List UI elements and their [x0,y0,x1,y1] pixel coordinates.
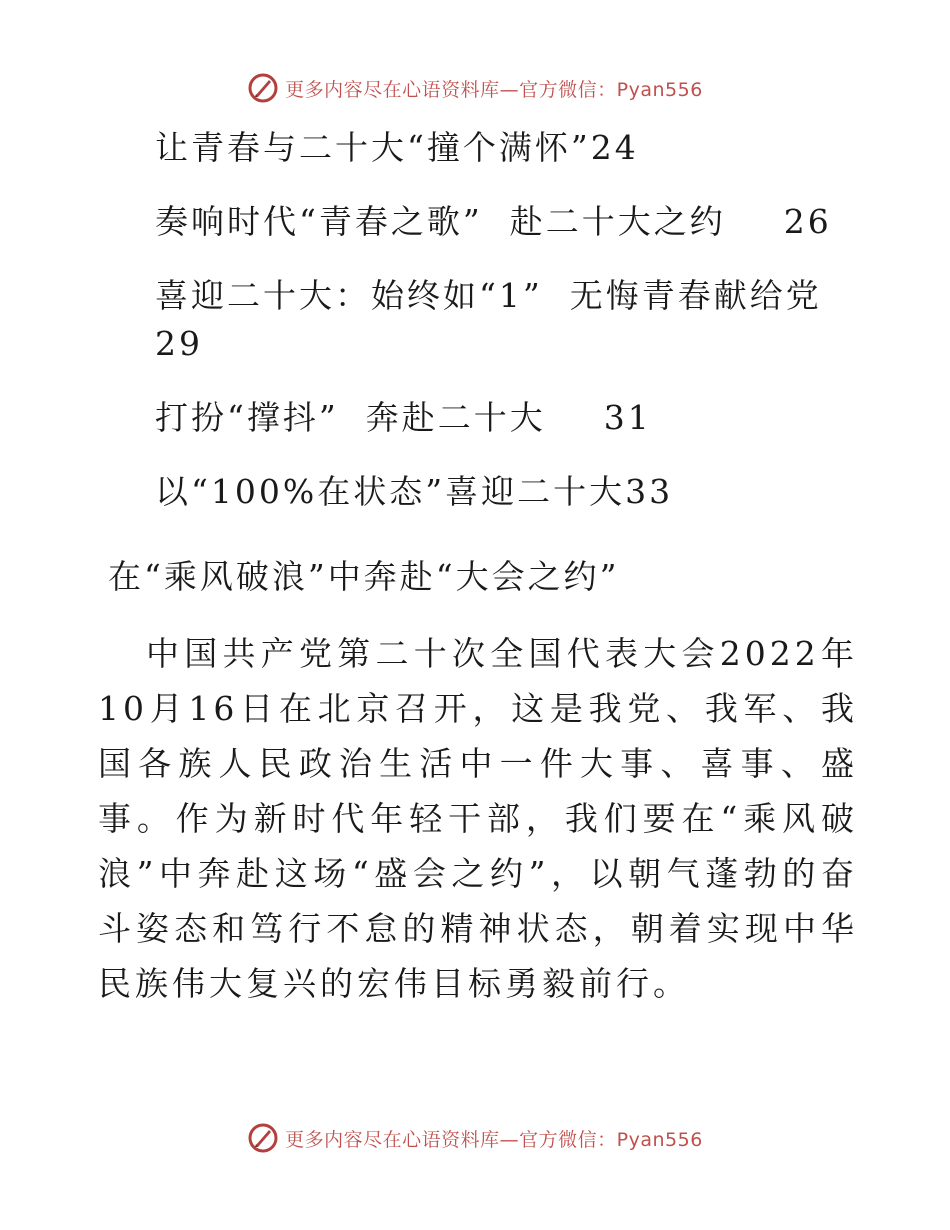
toc-entry-title: 奏响时代“青春之歌” 赴二十大之约 [155,202,726,241]
article-body: 中国共产党第二十次全国代表大会2022年10月16日在北京召开，这是我党、我军、我国各族人民政治生活中一件大事、喜事、盛事。作为新时代年轻干部，我们要在“乘风破浪”中奔赴这场“盛会之约”，以朝气蓬勃的奋斗姿态和笃行不怠的精神状态，朝着实现中华民族伟大复兴的宏伟目标勇毅前行。 [98,634,858,1003]
toc-entry-title: 打扮“撑抖” 奔赴二十大 [155,398,546,437]
article-title: 在“乘风破浪”中奔赴“大会之约” [108,557,620,596]
toc-entry-page: 31 [603,398,652,437]
toc-entry-page: 33 [625,472,674,511]
toc-entry[interactable] [155,272,855,368]
toc-entry-title: 让青春与二十大“撞个满怀” [155,128,591,167]
toc-entry-page: 26 [783,202,832,241]
banner-text: 更多内容尽在心语资料库—官方微信：Pyan556 [285,1128,703,1151]
toc-entry-page: 29 [155,324,203,363]
banner-text: 更多内容尽在心语资料库—官方微信：Pyan556 [285,78,703,101]
toc-entry-title: 以“100%在状态”喜迎二十大 [155,472,626,511]
toc-entry-page: 24 [590,128,639,167]
table-of-contents [155,124,855,542]
quill-seal-icon [247,1122,279,1154]
toc-entry[interactable] [155,468,855,516]
header-banner [0,72,950,104]
toc-entry[interactable] [155,124,855,172]
toc-entry[interactable] [155,198,855,246]
footer-banner [0,1122,950,1154]
toc-entry-title: 喜迎二十大：始终如“1” 无悔青春献给党 [155,276,822,315]
toc-entry[interactable] [155,394,855,442]
quill-seal-icon [247,72,279,104]
